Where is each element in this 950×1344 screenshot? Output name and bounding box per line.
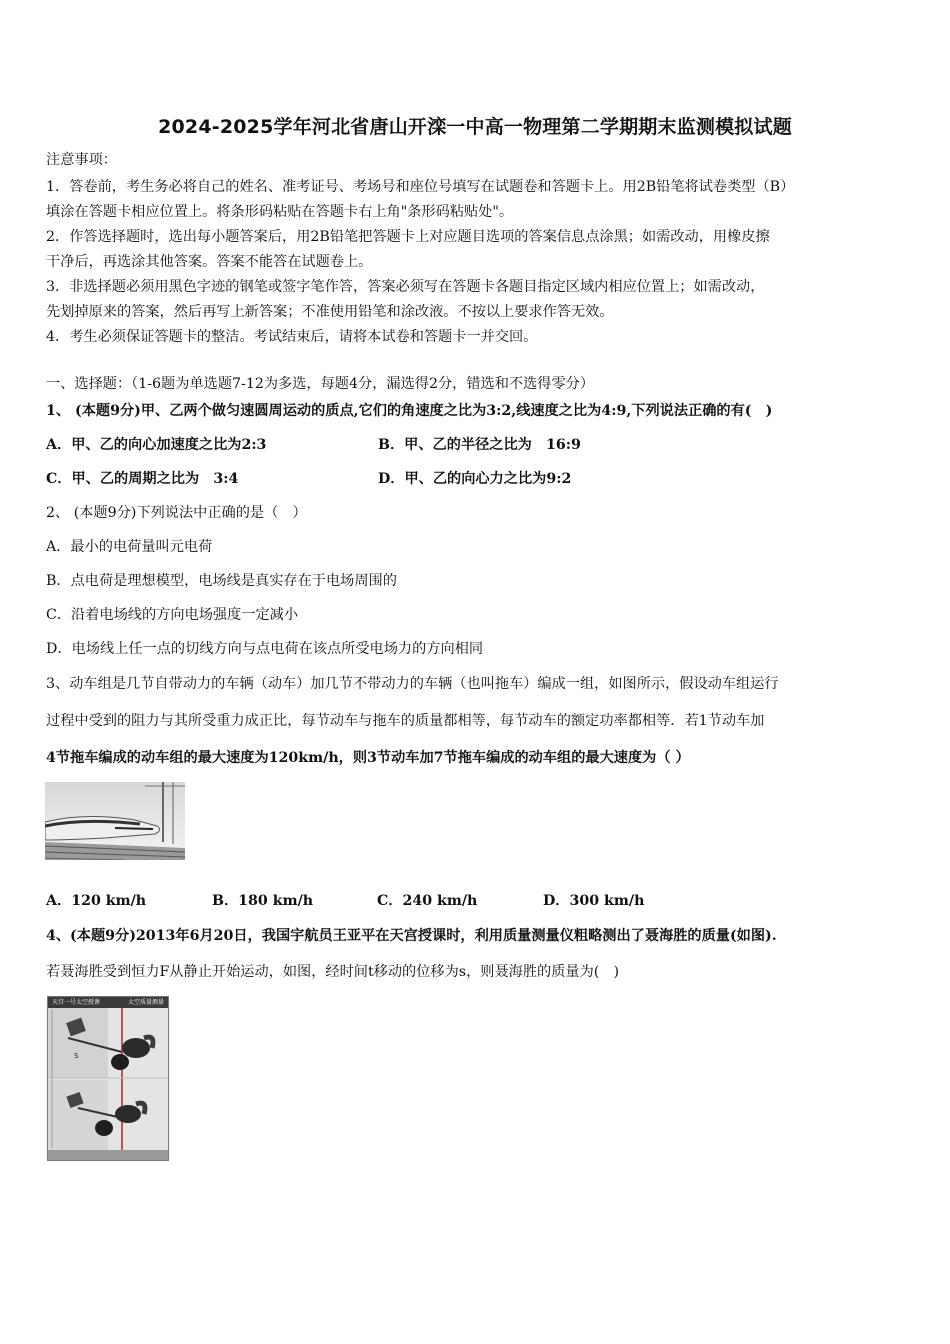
question-3-option-d: D．300 km/h (543, 893, 645, 909)
question-2-option-d: D．电场线上任一点的切线方向与点电荷在该点所受电场力的方向相同 (46, 641, 484, 657)
question-3-stem-line: 过程中受到的阻力与其所受重力成正比，每节动车与拖车的质量都相等，每节动车的额定功率都相等．若1节动车加 (46, 713, 765, 729)
notice-line: 3．非选择题必须用黑色字迹的钢笔或签字笔作答，答案必须写在答题卡各题目指定区域内相应位置上；如需改动， (46, 279, 765, 295)
question-4-stem-line: 若聂海胜受到恒力F从静止开始运动，如图，经时间t移动的位移为s，则聂海胜的质量为( ) (46, 964, 620, 980)
high-speed-train-illustration (45, 782, 185, 860)
notice-line: 1．答卷前，考生务必将自己的姓名、准考证号、考场号和座位号填写在试题卷和答题卡上。用2B铅笔将试卷类型（B） (46, 179, 795, 195)
figure-caption-left: 天宫一号太空授课 (52, 999, 101, 1006)
question-3-option-b: B．180 km/h (212, 893, 314, 909)
page-title: 2024-2025学年河北省唐山开滦一中高一物理第二学期期末监测模拟试题 (158, 116, 792, 138)
notice-line: 4．考生必须保证答题卡的整洁。考试结束后，请将本试卷和答题卡一并交回。 (46, 329, 538, 345)
question-3-stem-line: 4节拖车编成的动车组的最大速度为120km/h，则3节动车加7节拖车编成的动车组的最大速度为（ ） (46, 750, 690, 766)
train-photo (45, 782, 185, 860)
notice-line: 填涂在答题卡相应位置上。将条形码粘贴在答题卡右上角"条形码粘贴处"。 (46, 204, 514, 220)
question-2-stem: 2、 (本题9分)下列说法中正确的是（ ） (46, 505, 307, 521)
figure-caption-bar (48, 997, 168, 1008)
question-3-option-a: A．120 km/h (46, 893, 147, 909)
figure-caption-right: 太空质量测量 (127, 999, 164, 1006)
notice-line: 干净后，再选涂其他答案。答案不能答在试题卷上。 (46, 254, 373, 270)
notice-line: 2．作答选择题时，选出每小题答案后，用2B铅笔把答题卡上对应题目选项的答案信息点涂黑；如需改动，用橡皮擦 (46, 229, 770, 245)
notice-heading: 注意事项： (46, 152, 117, 168)
question-3-option-c: C．240 km/h (377, 893, 478, 909)
question-2-option-a: A．最小的电荷量叫元电荷 (46, 539, 213, 555)
question-1-option-d: D．甲、乙的向心力之比为9:2 (378, 471, 572, 487)
question-1-option-c: C．甲、乙的周期之比为 3:4 (46, 471, 239, 487)
question-1-option-b: B．甲、乙的半径之比为 16:9 (378, 437, 581, 453)
question-1-option-a: A．甲、乙的向心加速度之比为2:3 (46, 437, 267, 453)
question-1-stem: 1、 (本题9分)甲、乙两个做匀速圆周运动的质点,它们的角速度之比为3:2,线速度之比为4:9,下列说法正确的有( ) (46, 403, 773, 419)
question-2-option-b: B．点电荷是理想模型，电场线是真实存在于电场周围的 (46, 573, 397, 589)
svg-text:S: S (74, 1052, 79, 1060)
astronaut-measurement-illustration (48, 1008, 168, 1160)
section-heading: 一、选择题：（1-6题为单选题7-12为多选，每题4分，漏选得2分，错选和不选得零分） (46, 376, 595, 392)
question-4-stem-line: 4、(本题9分)2013年6月20日，我国宇航员王亚平在天宫授课时，利用质量测量仪粗略测出了聂海胜的质量(如图). (46, 928, 777, 944)
space-mass-measurement-figure (47, 996, 169, 1161)
question-2-option-c: C．沿着电场线的方向电场强度一定减小 (46, 607, 299, 623)
question-3-stem-line: 3、动车组是几节自带动力的车辆（动车）加几节不带动力的车辆（也叫拖车）编成一组，如图所示，假设动车组运行 (46, 676, 779, 692)
notice-line: 先划掉原来的答案，然后再写上新答案；不准使用铅笔和涂改液。不按以上要求作答无效。 (46, 304, 614, 320)
